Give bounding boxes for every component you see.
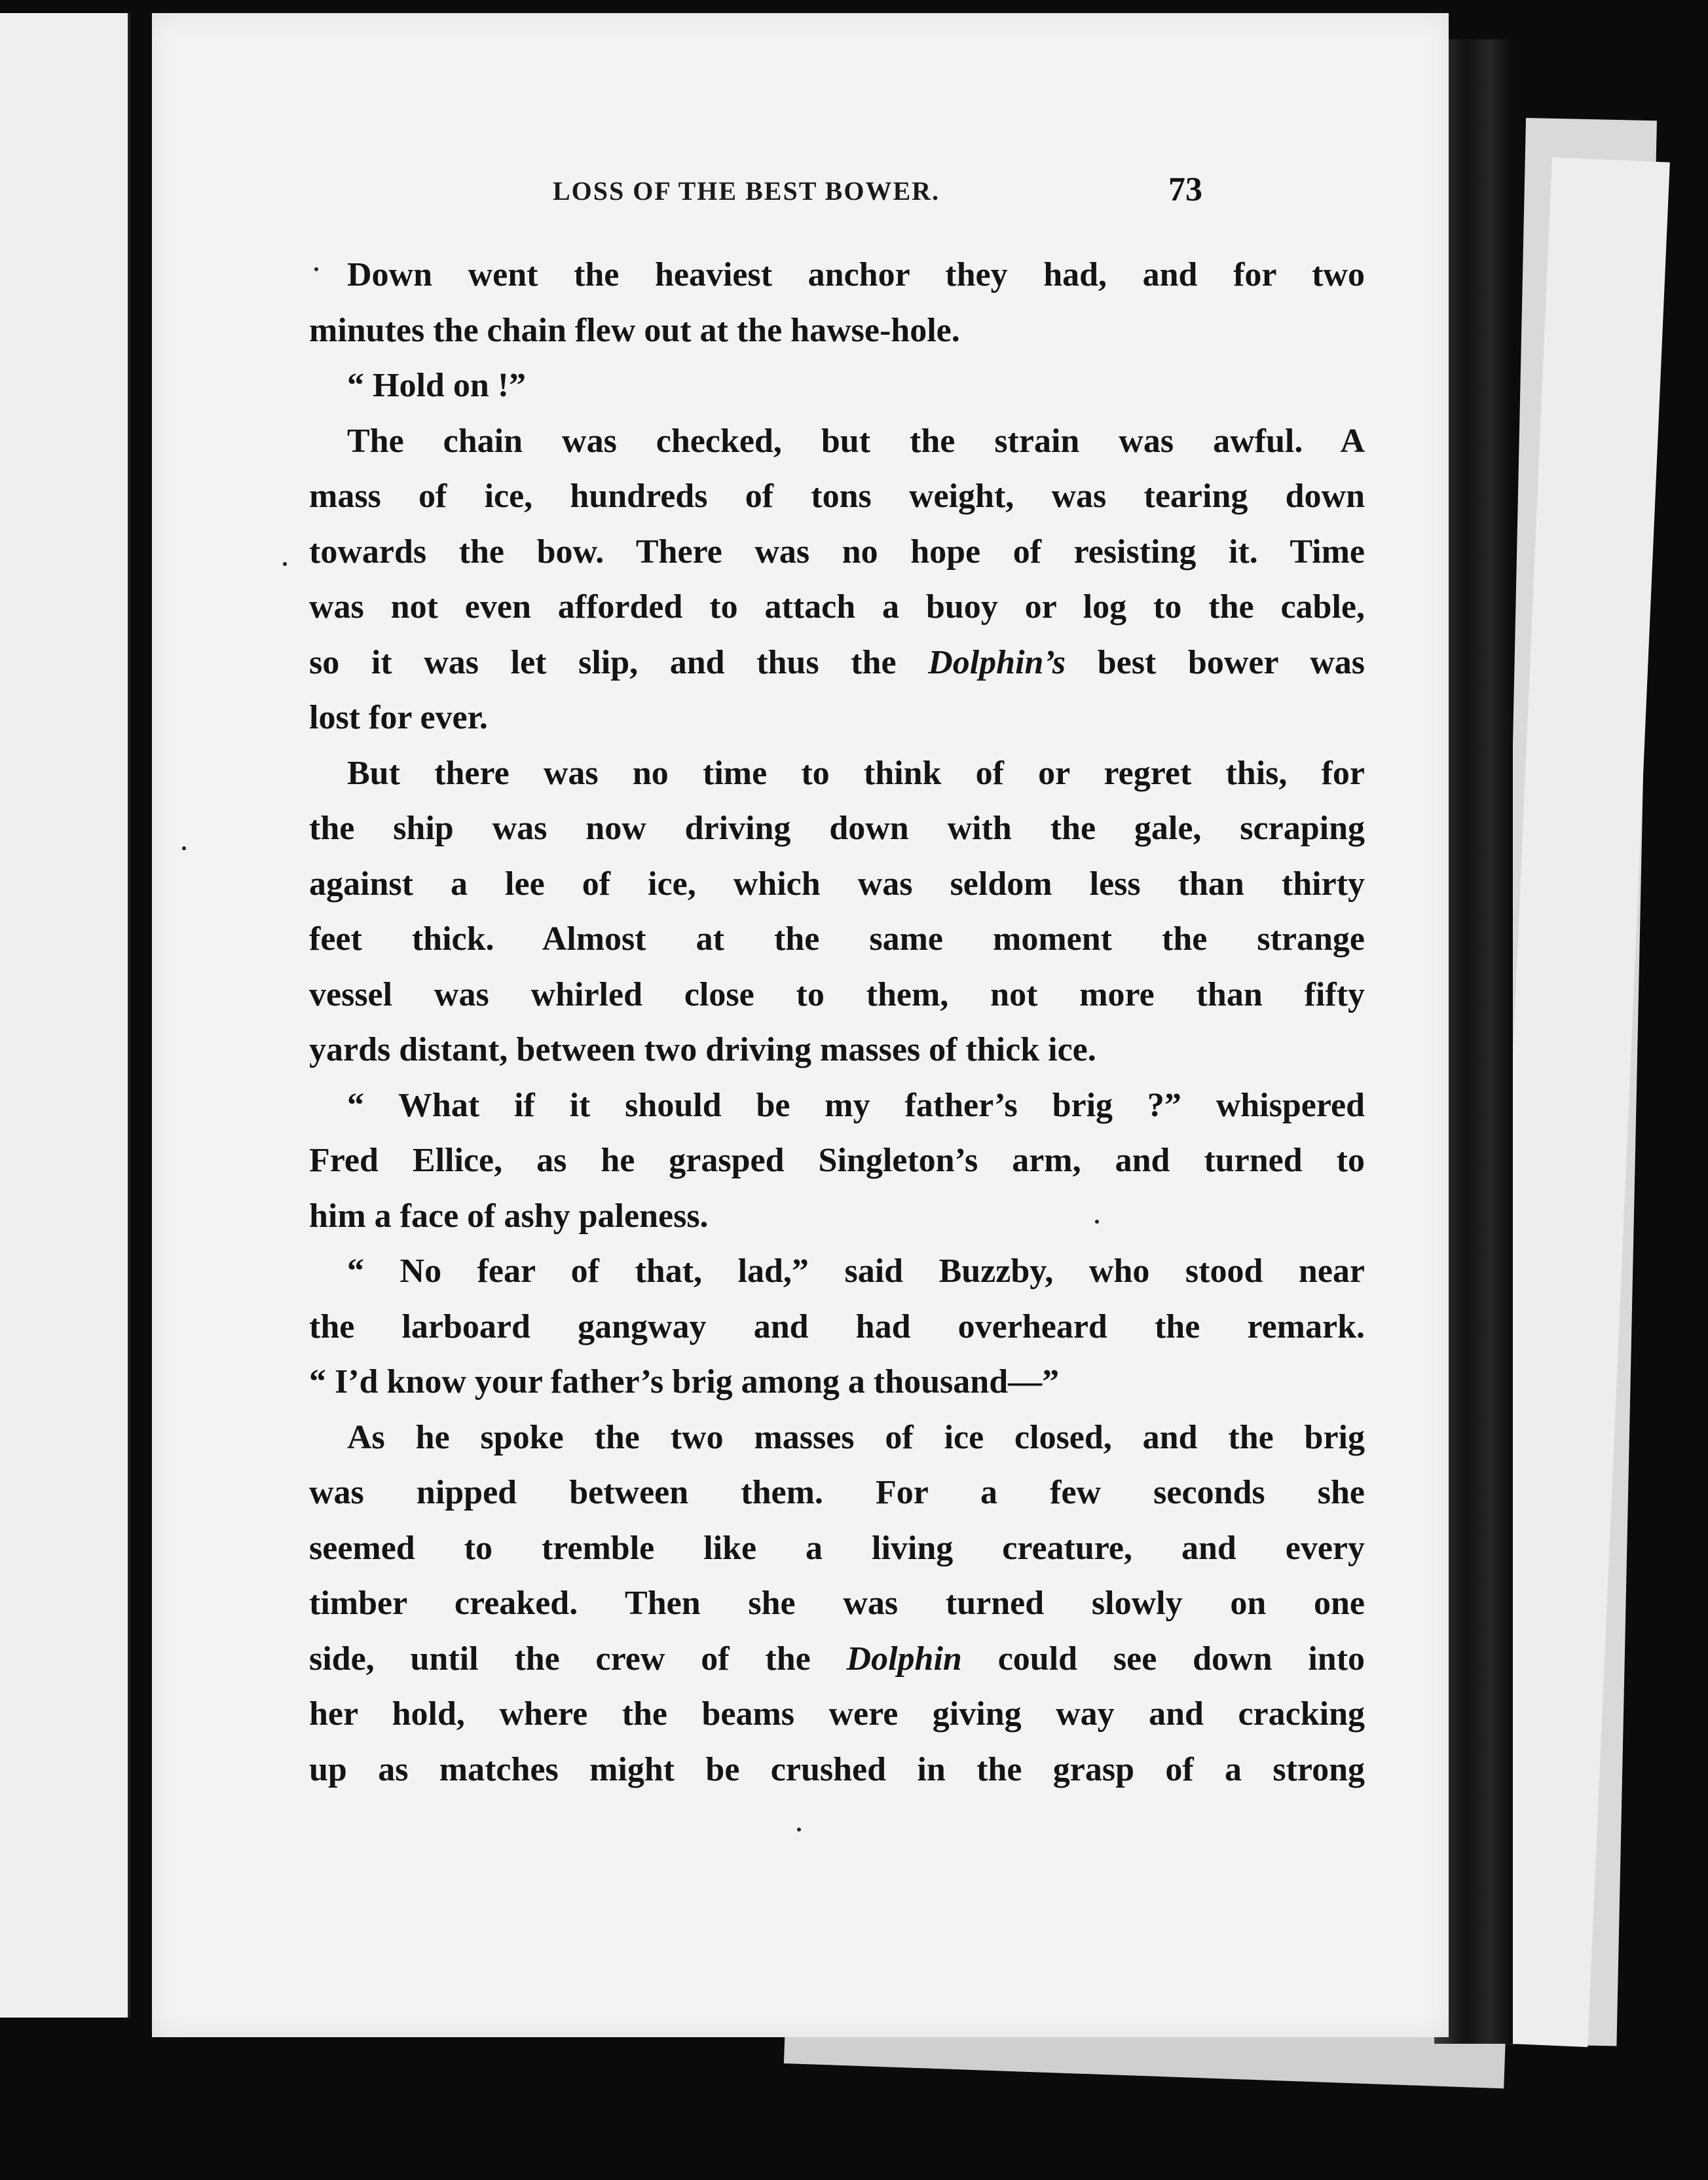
ship-name: Dolphin’s bbox=[928, 643, 1066, 681]
text-line: mass of ice, hundreds of tons weight, was tearing down bbox=[309, 478, 1365, 515]
print-speck bbox=[182, 846, 186, 850]
body-text bbox=[309, 248, 1365, 1797]
text-line: was not even afforded to attach a buoy or log to the cable, bbox=[309, 588, 1365, 626]
text-line: timber creaked. Then she was turned slowly on one bbox=[309, 1585, 1365, 1622]
print-speck bbox=[314, 267, 318, 271]
text-line: vessel was whirled close to them, not more than fifty bbox=[309, 975, 1365, 1013]
text-line: towards the bow. There was no hope of resisting it. Time bbox=[309, 533, 1365, 571]
text-line: against a lee of ice, which was seldom less than thirty bbox=[309, 865, 1365, 903]
text-line: the larboard gangway and had overheard the remark. bbox=[309, 1307, 1365, 1345]
text-line: yards distant, between two driving masses of thick ice. bbox=[309, 1031, 1096, 1068]
text-line: lost for ever. bbox=[309, 699, 488, 736]
text-segment: could see down into bbox=[997, 1640, 1365, 1678]
running-head: LOSS OF THE BEST BOWER. bbox=[553, 176, 940, 206]
text-line: minutes the chain flew out at the hawse-hole. bbox=[309, 311, 960, 349]
left-facing-page bbox=[0, 13, 130, 2018]
text-segment: so it was let slip, and thus the bbox=[309, 643, 897, 681]
text-line: But there was no time to think of or regret this, for bbox=[347, 754, 1365, 792]
page-number: 73 bbox=[1168, 171, 1202, 208]
text-line: Down went the heaviest anchor they had, and for two bbox=[347, 256, 1365, 293]
book-page bbox=[152, 13, 1449, 2037]
text-line: “ I’d know your father’s brig among a thousand—” bbox=[309, 1363, 1060, 1400]
text-segment: side, until the crew of the bbox=[309, 1640, 811, 1678]
print-speck bbox=[1095, 1220, 1099, 1224]
print-speck bbox=[283, 562, 287, 566]
text-line: feet thick. Almost at the same moment the strange bbox=[309, 920, 1365, 958]
text-line: Fred Ellice, as he grasped Singleton’s arm, and turned to bbox=[309, 1142, 1365, 1179]
text-line: her hold, where the beams were giving way and cracking bbox=[309, 1695, 1365, 1733]
ship-name: Dolphin bbox=[846, 1640, 962, 1678]
text-line: As he spoke the two masses of ice closed, and the brig bbox=[347, 1418, 1365, 1456]
text-line: seemed to tremble like a living creature, and every bbox=[309, 1529, 1365, 1567]
text-segment: best bower was bbox=[1097, 643, 1365, 681]
page-header bbox=[152, 171, 1449, 228]
text-line: was nipped between them. For a few seconds she bbox=[309, 1474, 1365, 1511]
text-line: “ What if it should be my father’s brig ?” whispered bbox=[347, 1086, 1365, 1124]
text-line bbox=[309, 1632, 1365, 1687]
text-line: The chain was checked, but the strain was awful. A bbox=[347, 422, 1365, 460]
text-line: “ Hold on !” bbox=[347, 367, 527, 404]
print-speck bbox=[797, 1828, 801, 1832]
text-line: up as matches might be crushed in the grasp of a strong bbox=[309, 1750, 1365, 1788]
text-line: “ No fear of that, lad,” said Buzzby, who stood near bbox=[347, 1252, 1365, 1290]
text-line: the ship was now driving down with the gale, scraping bbox=[309, 810, 1365, 847]
text-line bbox=[309, 635, 1365, 691]
text-line: him a face of ashy paleness. bbox=[309, 1197, 709, 1235]
